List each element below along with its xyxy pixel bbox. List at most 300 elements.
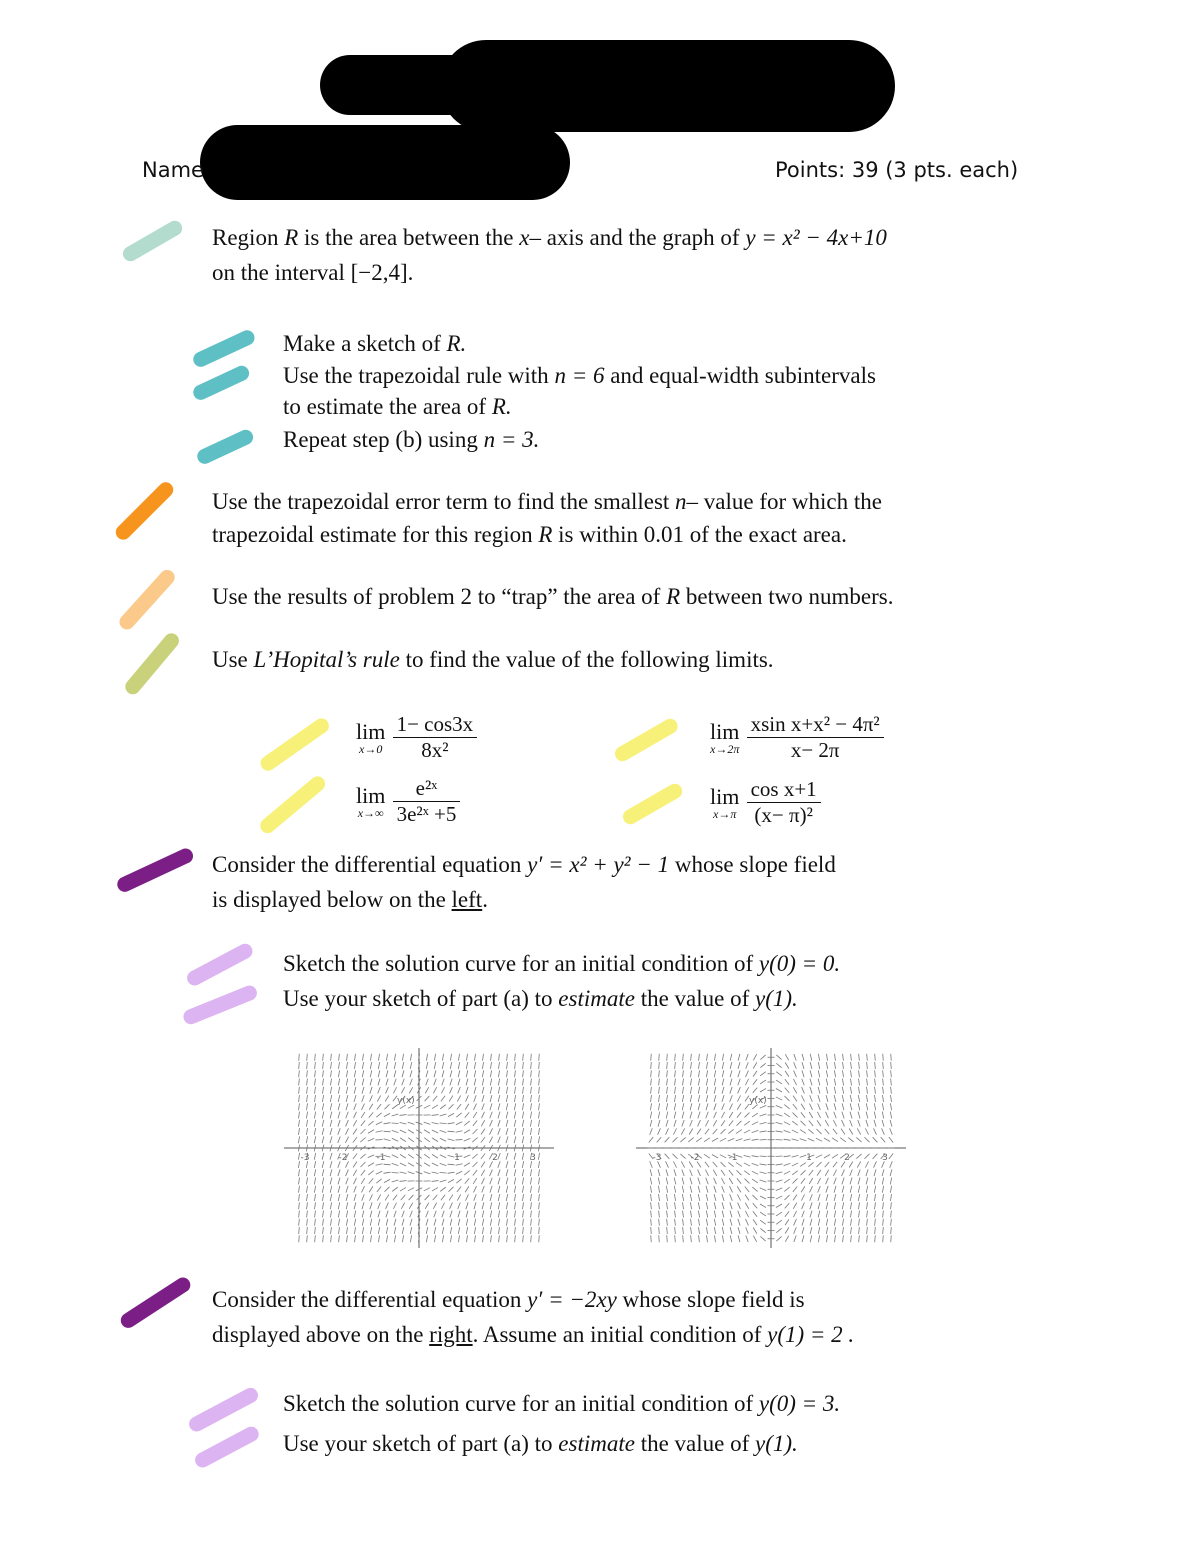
slope-segment <box>481 1129 485 1135</box>
slope-segment <box>826 1062 827 1069</box>
slope-segment <box>314 1161 315 1168</box>
slope-segment <box>801 1095 804 1101</box>
slope-segment <box>315 1227 316 1234</box>
slope-segment <box>834 1103 836 1110</box>
slope-segment <box>776 1172 783 1174</box>
slope-segment <box>883 1194 884 1201</box>
slope-segment <box>818 1219 820 1226</box>
slope-segment <box>299 1178 300 1185</box>
slope-segment <box>442 1079 444 1086</box>
slope-segment <box>376 1164 383 1165</box>
slope-segment <box>682 1194 683 1201</box>
slope-segment <box>784 1130 791 1132</box>
slope-segment <box>425 1195 430 1200</box>
slope-segment <box>474 1211 476 1218</box>
slope-segment <box>776 1122 783 1124</box>
slope-segment <box>538 1136 539 1143</box>
slope-segment <box>826 1235 827 1242</box>
slope-segment <box>826 1103 828 1110</box>
slope-segment <box>464 1163 470 1166</box>
slope-segment <box>474 1194 476 1201</box>
slope-segment <box>448 1139 455 1141</box>
slope-segment <box>314 1120 315 1127</box>
slope-segment <box>315 1079 316 1086</box>
slope-segment <box>760 1164 767 1165</box>
slope-segment <box>680 1137 685 1142</box>
tick-label: -1 <box>728 1153 738 1163</box>
slope-segment <box>498 1211 499 1218</box>
slope-segment <box>753 1079 757 1085</box>
slope-segment <box>531 1054 532 1061</box>
slope-segment <box>698 1219 699 1226</box>
slope-segment <box>722 1062 723 1069</box>
slope-segment <box>458 1087 461 1094</box>
slope-segment <box>808 1138 814 1141</box>
slope-segment <box>840 1138 846 1142</box>
slope-segment <box>809 1170 813 1175</box>
slope-segment <box>298 1136 299 1143</box>
slope-segment <box>698 1103 700 1110</box>
slope-segment <box>307 1186 308 1193</box>
slope-segment <box>442 1235 443 1242</box>
slope-segment <box>434 1227 436 1234</box>
slope-segment <box>673 1161 676 1167</box>
slope-segment <box>651 1227 652 1234</box>
slope-segment <box>306 1120 307 1127</box>
slope-segment <box>338 1211 339 1218</box>
slope-segment <box>401 1087 404 1093</box>
slope-segment <box>402 1219 404 1226</box>
slope-segment <box>530 1128 531 1135</box>
slope-segment <box>737 1104 741 1110</box>
slope-segment <box>345 1128 348 1134</box>
slope-segment <box>523 1202 524 1209</box>
slope-segment <box>473 1162 478 1167</box>
slope-segment <box>808 1129 813 1133</box>
slope-segment <box>825 1120 828 1126</box>
slope-segment <box>426 1070 428 1077</box>
slope-segment <box>346 1178 348 1185</box>
slope-segment <box>691 1054 692 1061</box>
slope-segment <box>698 1170 701 1176</box>
slope-segment <box>410 1062 412 1069</box>
slope-segment <box>760 1196 766 1199</box>
slope-segment <box>760 1080 766 1084</box>
slope-segment <box>706 1202 707 1209</box>
slope-segment <box>674 1194 675 1201</box>
slope-segment <box>458 1202 461 1209</box>
slope-segment <box>299 1103 300 1110</box>
slope-segment <box>883 1062 884 1069</box>
slope-segment <box>299 1186 300 1193</box>
slope-segment <box>785 1071 789 1077</box>
slope-segment <box>745 1079 748 1085</box>
slope-segment <box>515 1219 516 1226</box>
slope-segment <box>314 1186 315 1193</box>
slope-segment <box>706 1070 707 1077</box>
slope-segment <box>410 1227 412 1234</box>
slope-segment <box>378 1227 379 1234</box>
slope-segment <box>498 1112 500 1119</box>
slope-segment <box>424 1163 430 1167</box>
slope-segment <box>760 1114 767 1116</box>
slope-segment <box>690 1120 693 1126</box>
slope-segment <box>393 1195 397 1201</box>
slope-segment <box>753 1203 758 1208</box>
slope-segment <box>675 1054 676 1061</box>
slope-segment <box>859 1079 860 1086</box>
slope-segment <box>890 1103 891 1110</box>
slope-segment <box>890 1120 892 1127</box>
slope-segment <box>713 1120 716 1126</box>
slope-segment <box>738 1054 740 1061</box>
slope-segment <box>810 1062 812 1069</box>
slope-segment <box>377 1095 380 1101</box>
slope-segment <box>330 1169 332 1176</box>
slope-segment <box>368 1171 373 1175</box>
slope-segment <box>737 1194 740 1200</box>
slope-segment <box>370 1219 372 1226</box>
slope-segment <box>657 1137 662 1142</box>
slope-segment <box>315 1087 316 1094</box>
slope-segment <box>457 1194 460 1200</box>
slope-segment <box>706 1112 708 1119</box>
slope-segment <box>722 1211 724 1218</box>
slope-segment <box>859 1227 860 1234</box>
slope-segment <box>705 1129 709 1135</box>
slope-segment <box>410 1211 413 1218</box>
slope-segment <box>826 1194 828 1201</box>
slope-segment <box>865 1161 868 1167</box>
slope-segment <box>490 1186 492 1193</box>
slope-segment <box>378 1070 380 1077</box>
slope-segment <box>817 1112 820 1118</box>
slope-segment <box>433 1203 436 1209</box>
slope-segment <box>298 1128 299 1135</box>
slope-segment <box>448 1164 455 1165</box>
slope-segment <box>842 1070 843 1077</box>
slope-segment <box>785 1203 790 1208</box>
slope-segment <box>722 1104 725 1110</box>
slope-segment <box>776 1236 781 1241</box>
slope-segment <box>744 1139 751 1141</box>
slope-segment <box>506 1112 508 1119</box>
slope-segment <box>330 1079 331 1086</box>
slope-segment <box>386 1235 387 1242</box>
slope-segment <box>745 1203 748 1209</box>
slope-segment <box>432 1154 438 1158</box>
slope-segment <box>346 1186 348 1193</box>
slope-segment <box>498 1079 499 1086</box>
slope-segment <box>490 1079 491 1086</box>
slope-segment <box>456 1122 462 1125</box>
slope-segment <box>378 1054 379 1061</box>
slope-segment <box>370 1227 371 1234</box>
points-label: Points: 39 (3 pts. each) <box>775 158 1019 182</box>
slope-segment <box>737 1095 740 1101</box>
slope-segment <box>531 1186 532 1193</box>
slope-segment <box>651 1219 652 1226</box>
slope-segment <box>834 1194 836 1201</box>
slope-segment <box>658 1169 660 1176</box>
slope-segment <box>802 1079 804 1086</box>
slope-segment <box>651 1095 652 1102</box>
slope-segment <box>346 1194 348 1201</box>
slope-segment <box>363 1235 364 1242</box>
slope-segment <box>530 1169 531 1176</box>
slope-segment <box>785 1228 789 1234</box>
slope-segment <box>346 1211 347 1218</box>
slope-segment <box>322 1103 323 1110</box>
slope-segment <box>883 1219 884 1226</box>
slope-segment <box>361 1121 365 1126</box>
slope-segment <box>826 1186 828 1193</box>
slope-segment <box>801 1186 805 1192</box>
slope-segment <box>785 1096 790 1101</box>
slope-segment <box>394 1227 395 1234</box>
problem-6-text: Consider the differential equation y′ = −2xy whose slope field is <box>212 1287 805 1312</box>
slope-segment <box>440 1163 447 1165</box>
slope-segment <box>738 1062 740 1069</box>
slope-segment <box>802 1235 804 1242</box>
slope-segment <box>801 1194 804 1200</box>
slope-segment <box>473 1121 477 1126</box>
problem-5-text: Consider the differential equation y′ = x² + y² − 1 whose slope field <box>212 852 836 877</box>
slope-segment <box>409 1087 412 1093</box>
slope-segment <box>667 1219 668 1226</box>
highlight-mark <box>191 328 257 369</box>
slope-segment <box>506 1153 508 1160</box>
slope-segment <box>882 1120 884 1127</box>
slope-segment <box>466 1219 468 1226</box>
slope-segment <box>721 1162 726 1167</box>
slope-segment <box>746 1235 748 1242</box>
slope-segment <box>792 1163 798 1166</box>
slope-segment <box>482 1194 484 1201</box>
slope-segment <box>323 1219 324 1226</box>
slope-segment <box>699 1227 700 1234</box>
slope-segment <box>330 1136 332 1143</box>
slope-segment <box>338 1095 340 1102</box>
slope-segment <box>674 1178 676 1185</box>
slope-segment <box>531 1062 532 1069</box>
slope-segment <box>850 1194 851 1201</box>
slope-segment <box>680 1154 685 1159</box>
slope-segment <box>802 1211 804 1218</box>
slope-segment <box>354 1062 355 1069</box>
slope-segment <box>891 1054 892 1061</box>
slope-segment <box>690 1112 692 1119</box>
slope-segment <box>298 1153 299 1160</box>
slope-segment <box>432 1138 438 1142</box>
slope-segment <box>714 1194 716 1201</box>
slope-segment <box>793 1203 796 1209</box>
slope-segment <box>707 1235 708 1242</box>
slope-segment <box>842 1170 845 1176</box>
slope-segment <box>691 1227 692 1234</box>
slope-segment <box>368 1130 374 1133</box>
slope-segment <box>729 1121 733 1126</box>
slope-segment <box>659 1194 660 1201</box>
slope-segment <box>745 1179 750 1184</box>
slope-segment <box>891 1235 892 1242</box>
slope-segment <box>842 1202 843 1209</box>
slope-segment <box>442 1062 443 1069</box>
slope-segment <box>506 1169 508 1176</box>
slope-segment <box>506 1178 508 1185</box>
slope-segment <box>728 1138 734 1141</box>
slope-segment <box>689 1129 693 1135</box>
problem-6a: Sketch the solution curve for an initial condition of y(0) = 3. <box>283 1391 841 1416</box>
slope-segment <box>353 1153 357 1159</box>
slope-segment <box>714 1095 716 1102</box>
slope-segment <box>322 1128 324 1135</box>
slope-segment <box>370 1062 371 1069</box>
slope-segment <box>817 1120 821 1126</box>
slope-segment <box>842 1079 843 1086</box>
slope-segment <box>667 1087 668 1094</box>
redaction-blob <box>440 40 895 132</box>
slope-segment <box>690 1202 691 1209</box>
slope-segment <box>354 1079 355 1086</box>
slope-segment <box>666 1169 668 1176</box>
slope-segment <box>826 1054 827 1061</box>
slope-segment <box>659 1079 660 1086</box>
slope-segment <box>826 1070 827 1077</box>
slope-segment <box>690 1186 692 1193</box>
slope-segment <box>523 1227 524 1234</box>
slope-segment <box>793 1087 796 1093</box>
slope-segment <box>843 1235 844 1242</box>
tick-label: 1 <box>454 1153 460 1163</box>
slope-segment <box>499 1054 500 1061</box>
slope-segment <box>347 1062 348 1069</box>
slope-segment <box>658 1103 659 1110</box>
slope-segment <box>825 1162 830 1167</box>
slope-segment <box>776 1072 782 1076</box>
slope-segment <box>440 1187 446 1191</box>
slope-segment <box>706 1103 708 1110</box>
slope-segment <box>539 1227 540 1234</box>
slope-segment <box>449 1187 454 1192</box>
slope-segment <box>746 1071 749 1077</box>
slope-segment <box>331 1219 332 1226</box>
slope-segment <box>675 1219 676 1226</box>
slope-segment <box>330 1211 331 1218</box>
slope-segment <box>384 1164 391 1165</box>
slope-segment <box>432 1130 438 1133</box>
slope-segment <box>730 1054 732 1061</box>
slope-segment <box>801 1170 806 1175</box>
slope-segment <box>322 1095 323 1102</box>
slope-segment <box>776 1212 782 1216</box>
slope-segment <box>298 1145 299 1152</box>
slope-segment <box>800 1139 807 1141</box>
slope-segment <box>299 1079 300 1086</box>
slope-segment <box>753 1063 757 1069</box>
slope-segment <box>866 1186 867 1193</box>
slope-segment <box>369 1186 373 1192</box>
problem-1-text: Region R is the area between the x– axis and the graph of y = x² − 4x+10 <box>212 225 887 250</box>
slope-segment <box>833 1129 837 1135</box>
slope-segment <box>801 1121 806 1126</box>
slope-segment <box>802 1054 804 1061</box>
slope-segment <box>362 1087 364 1094</box>
slope-segment <box>858 1095 859 1102</box>
slope-segment <box>706 1194 708 1201</box>
slope-segment <box>851 1062 852 1069</box>
slope-segment <box>667 1054 668 1061</box>
slope-segment <box>784 1163 791 1165</box>
slope-segment <box>483 1054 484 1061</box>
slope-segment <box>483 1235 484 1242</box>
slope-segment <box>850 1211 851 1218</box>
slope-segment <box>433 1195 438 1200</box>
slope-segment <box>738 1235 740 1242</box>
slope-segment <box>738 1203 741 1209</box>
slope-segment <box>392 1114 399 1116</box>
limit-c: lim x→2π $\frac{\text{xsin x+x² − 4π²}}{x- 2\pi}$ <box>710 712 884 763</box>
slope-segment <box>826 1112 829 1118</box>
slope-segment <box>850 1103 852 1110</box>
slope-segment <box>875 1079 876 1086</box>
slope-segment <box>331 1070 332 1077</box>
slope-segment <box>442 1054 443 1061</box>
slope-segment <box>482 1219 483 1226</box>
slope-segment <box>538 1161 539 1168</box>
slope-segment <box>338 1219 339 1226</box>
slope-segment <box>506 1103 508 1110</box>
slope-segment <box>651 1062 652 1069</box>
slope-segment <box>489 1137 492 1143</box>
axis-label: y(x) <box>397 1096 415 1106</box>
slope-segment <box>760 1156 767 1157</box>
slope-segment <box>347 1235 348 1242</box>
slope-segment <box>315 1235 316 1242</box>
slope-segment <box>776 1105 782 1108</box>
slope-segment <box>810 1235 812 1242</box>
slope-segment <box>752 1113 758 1117</box>
slope-segment <box>457 1095 460 1101</box>
slope-segment <box>330 1153 332 1160</box>
slope-segment <box>354 1227 355 1234</box>
slope-segment <box>792 1139 799 1141</box>
slope-segment <box>456 1179 461 1183</box>
slope-segment <box>875 1227 876 1234</box>
slope-segment <box>730 1202 732 1209</box>
slope-segment <box>752 1130 759 1132</box>
slope-segment <box>810 1194 813 1200</box>
slope-segment <box>784 1105 789 1109</box>
slope-segment <box>730 1070 732 1077</box>
slope-segment <box>851 1070 852 1077</box>
slope-segment <box>667 1202 668 1209</box>
slope-segment <box>792 1121 798 1125</box>
slope-segment <box>369 1112 374 1117</box>
slope-segment <box>394 1235 395 1242</box>
highlight-mark <box>191 363 252 402</box>
slope-segment <box>810 1202 812 1209</box>
slope-segment <box>499 1227 500 1234</box>
slope-segment <box>506 1136 508 1143</box>
slope-segment <box>330 1087 331 1094</box>
slope-segment <box>753 1071 757 1077</box>
slope-segment <box>424 1122 431 1124</box>
slope-segment <box>721 1112 724 1118</box>
slope-segment <box>450 1087 453 1093</box>
slope-segment <box>824 1154 830 1158</box>
slope-segment <box>729 1186 732 1192</box>
